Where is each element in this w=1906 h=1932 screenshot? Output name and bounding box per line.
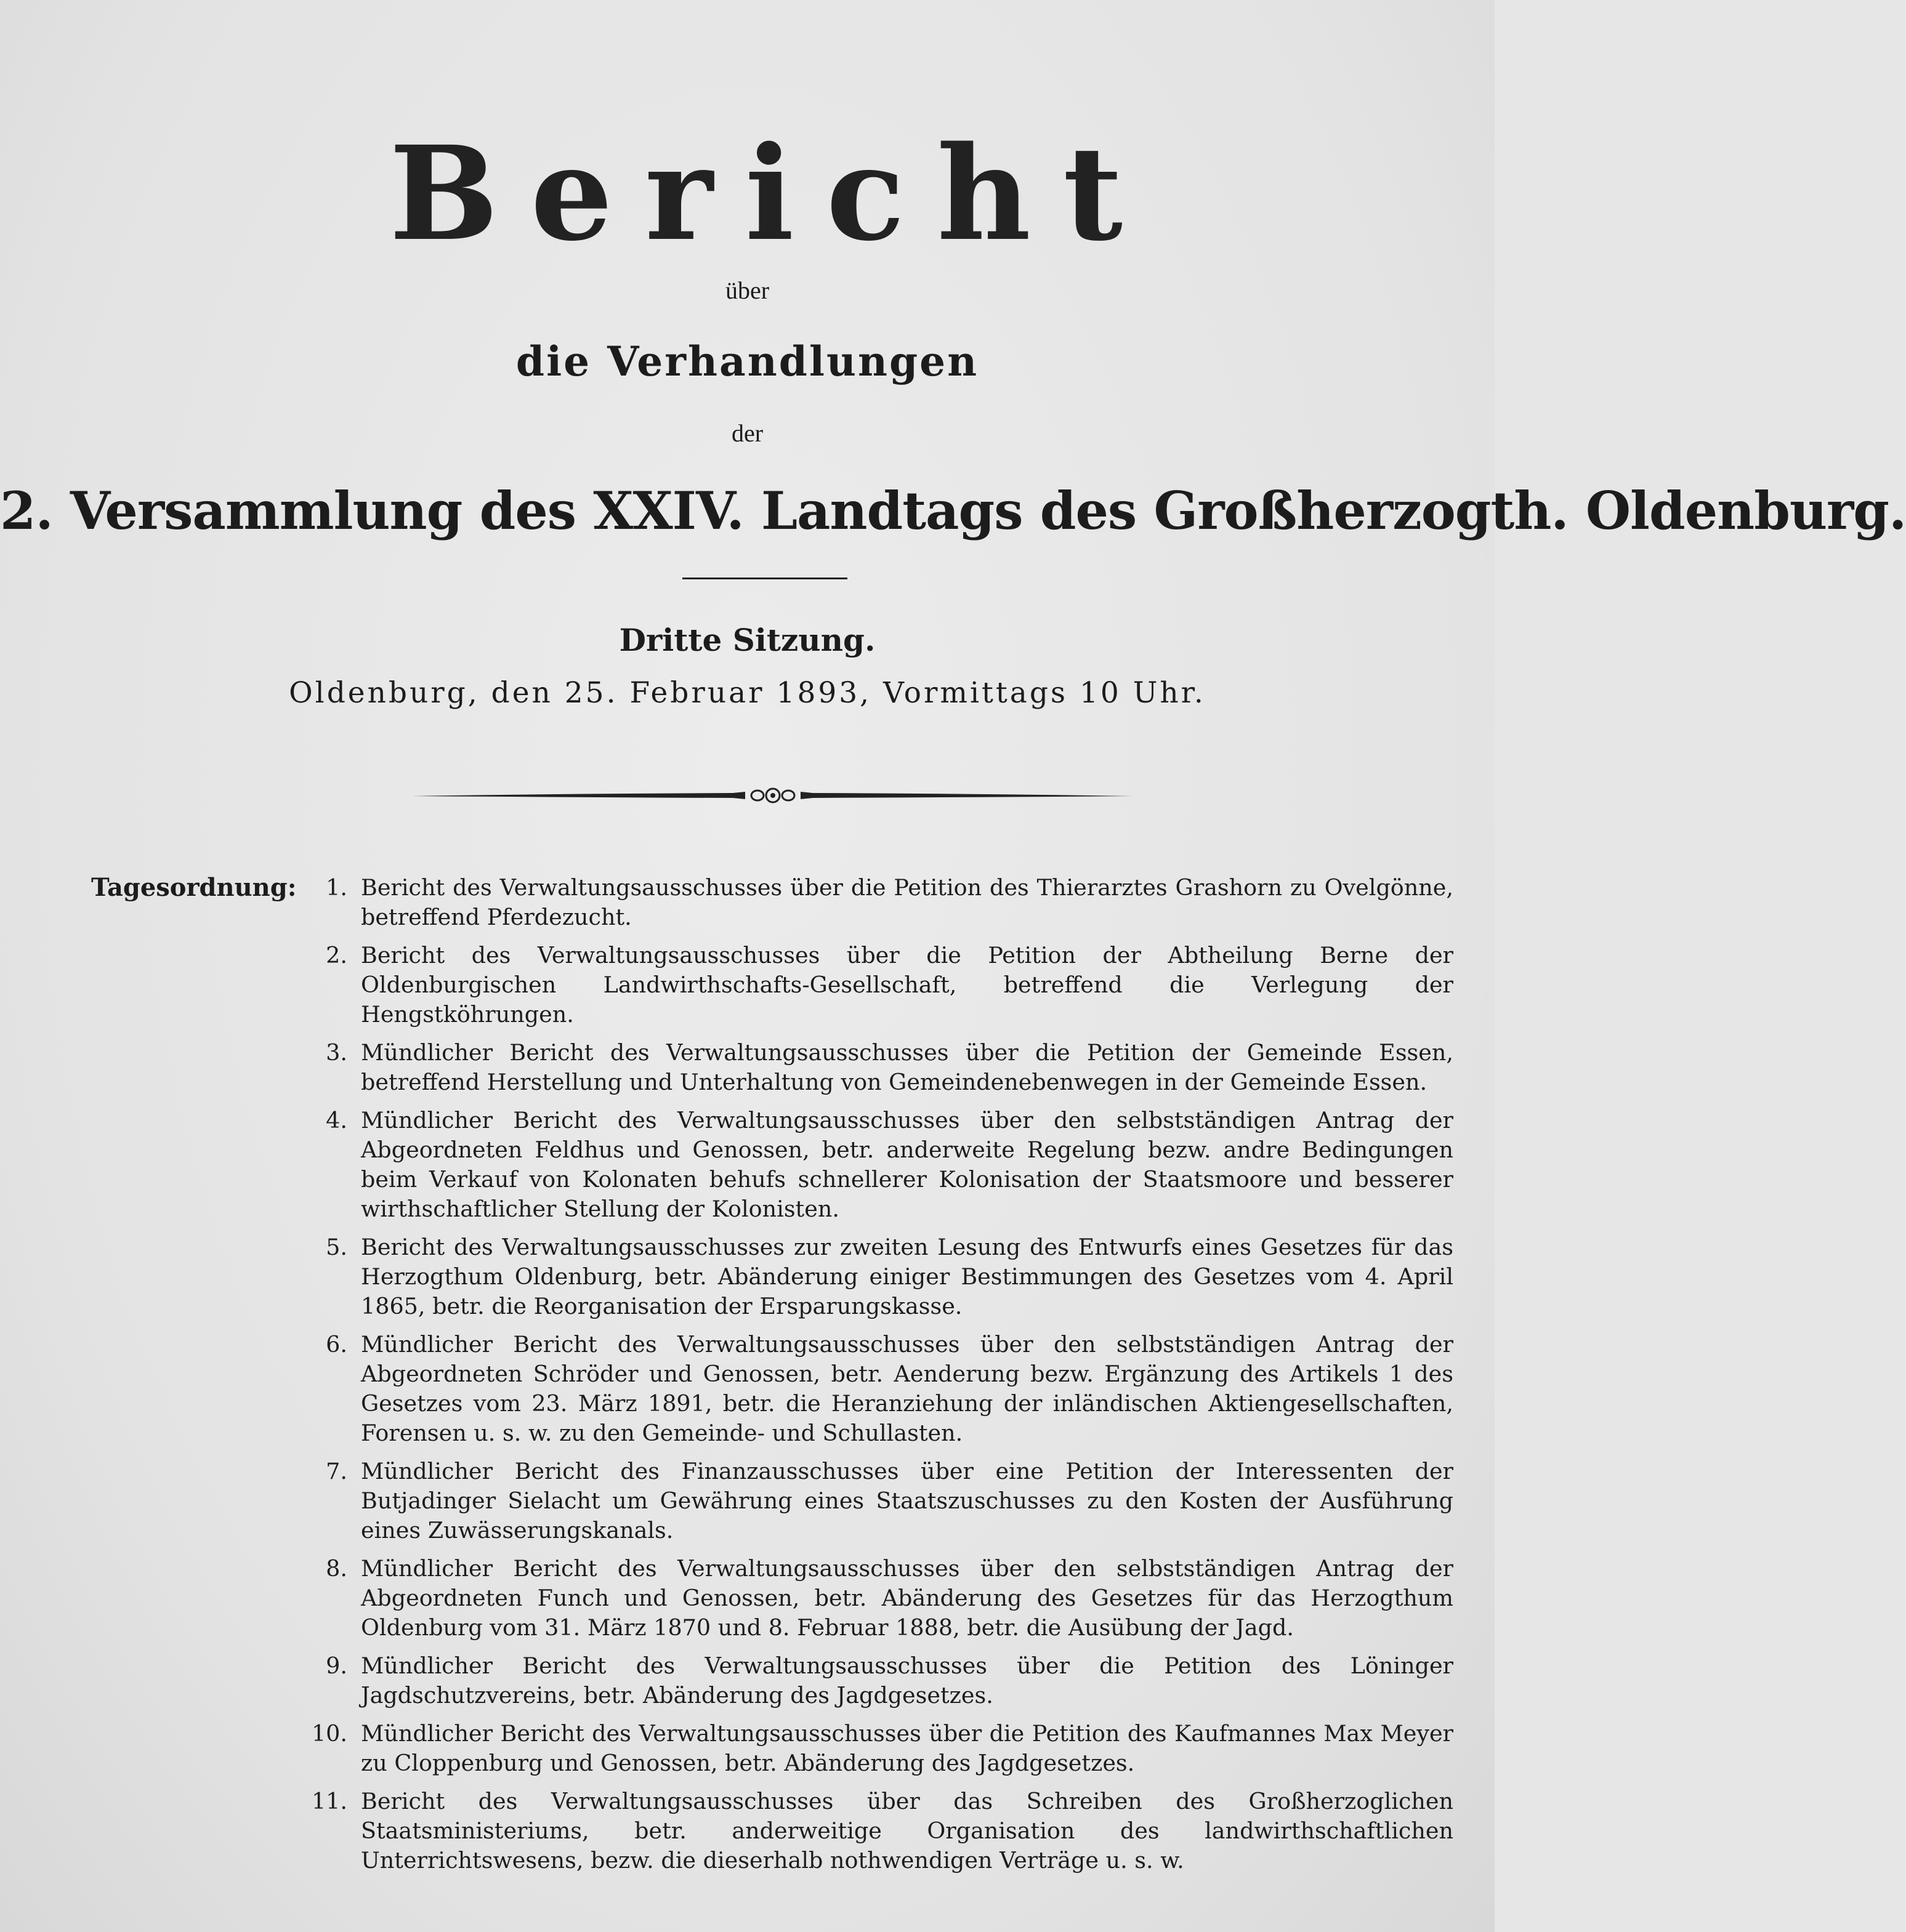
agenda-item-text: Bericht des Verwaltungsausschusses über die Petition der Abtheilung Berne der Oldenburgischen Landwirthschafts-Gesellschaft, betreffend die Verlegung der Hengstköhrungen. xyxy=(361,942,1453,1028)
agenda-item xyxy=(302,1651,1453,1710)
agenda-item-number: 7. xyxy=(326,1458,347,1484)
agenda-item-text: Mündlicher Bericht des Verwaltungsausschusses über den selbstständigen Antrag der Abgeordneten Funch und Genossen, betr. Abänderung des Gesetzes für das Herzogthum Oldenburg vom 31. März 1870 und 8. Februar 1888, betr. die Ausübung der Jagd. xyxy=(361,1555,1453,1641)
agenda-item-number: 6. xyxy=(326,1331,347,1358)
agenda-item xyxy=(302,1038,1453,1097)
agenda-item xyxy=(302,941,1453,1029)
session-dateline: Oldenburg, den 25. Februar 1893, Vormittags 10 Uhr. xyxy=(289,676,1206,710)
ornamental-divider xyxy=(413,777,1133,814)
agenda-item xyxy=(302,873,1453,932)
agenda-item-text: Bericht des Verwaltungsausschusses zur zweiten Lesung des Entwurfs eines Gesetzes für das Herzogthum Oldenburg, betr. Abänderung einiger Bestimmungen des Gesetzes vom 4. April 1865, betr. die Reorganisation der Ersparungskasse. xyxy=(361,1234,1453,1319)
title-line-verhandlungen: die Verhandlungen xyxy=(515,337,979,385)
agenda-item xyxy=(302,1106,1453,1224)
agenda-item xyxy=(302,1554,1453,1643)
agenda-label: Tagesordnung: xyxy=(91,873,297,902)
agenda-item-text: Mündlicher Bericht des Verwaltungsausschusses über die Petition des Löninger Jagdschutzvereins, betr. Abänderung des Jagdgesetzes. xyxy=(361,1652,1453,1709)
agenda-item-number: 10. xyxy=(311,1720,347,1747)
agenda-item xyxy=(302,1457,1453,1545)
agenda-item-text: Mündlicher Bericht des Finanzausschusses über eine Petition der Interessenten der Butjadinger Sielacht um Gewährung eines Staatszuschusses zu den Kosten der Ausführung eines Zuwässerungskanals. xyxy=(361,1458,1453,1544)
agenda-item-text: Mündlicher Bericht des Verwaltungsausschusses über die Petition der Gemeinde Essen, betreffend Herstellung und Unterhaltung von Gemeindenebenwegen in der Gemeinde Essen. xyxy=(361,1039,1453,1095)
agenda-item-number: 1. xyxy=(326,874,347,901)
agenda-item-number: 8. xyxy=(326,1555,347,1582)
agenda-item-text: Bericht des Verwaltungsausschusses über die Petition des Thierarztes Grashorn zu Ovelgönne, betreffend Pferdezucht. xyxy=(361,874,1453,930)
title-divider xyxy=(682,578,847,579)
agenda-item-number: 9. xyxy=(326,1652,347,1679)
agenda-item-text: Bericht des Verwaltungsausschusses über das Schreiben des Großherzoglichen Staatsministeriums, betr. anderweitige Organisation des landwirthschaftlichen Unterrichtswesens, bezw. die dieserhalb nothwendigen Verträge u. s. w. xyxy=(361,1788,1453,1874)
agenda-item xyxy=(302,1787,1453,1875)
session-title: Dritte Sitzung. xyxy=(619,622,876,658)
assembly-title: 2. Versammlung des XXIV. Landtags des Großherzogth. Oldenburg. xyxy=(0,480,1906,541)
agenda-item-number: 3. xyxy=(326,1039,347,1066)
title-line-ueber: über xyxy=(725,276,770,304)
agenda-item-text: Mündlicher Bericht des Verwaltungsausschusses über die Petition des Kaufmannes Max Meyer zu Cloppenburg und Genossen, betr. Abänderung des Jagdgesetzes. xyxy=(361,1720,1453,1776)
agenda-item-text: Mündlicher Bericht des Verwaltungsausschusses über den selbstständigen Antrag der Abgeordneten Feldhus und Genossen, betr. anderweite Regelung bezw. andre Bedingungen beim Verkauf von Kolonaten behufs schnellerer Kolonisation der Staatsmoore und besserer wirthschaftlicher Stellung der Kolonisten. xyxy=(361,1107,1453,1222)
agenda-item-number: 2. xyxy=(326,942,347,968)
agenda-item xyxy=(302,1719,1453,1778)
agenda-item xyxy=(302,1233,1453,1321)
title-line-der: der xyxy=(731,419,764,447)
agenda-item xyxy=(302,1330,1453,1448)
agenda-item-number: 5. xyxy=(326,1234,347,1260)
agenda-item-number: 11. xyxy=(311,1788,347,1814)
agenda-item-number: 4. xyxy=(326,1107,347,1133)
document-title: Bericht xyxy=(389,118,1155,270)
agenda-item-text: Mündlicher Bericht des Verwaltungsausschusses über den selbstständigen Antrag der Abgeordneten Schröder und Genossen, betr. Aenderung bezw. Ergänzung des Artikels 1 des Gesetzes vom 23. März 1891, betr. die Heranziehung der inländischen Aktiengesellschaften, Forensen u. s. w. zu den Gemeinde- und Schullasten. xyxy=(361,1331,1453,1446)
agenda-list xyxy=(302,873,1453,1884)
